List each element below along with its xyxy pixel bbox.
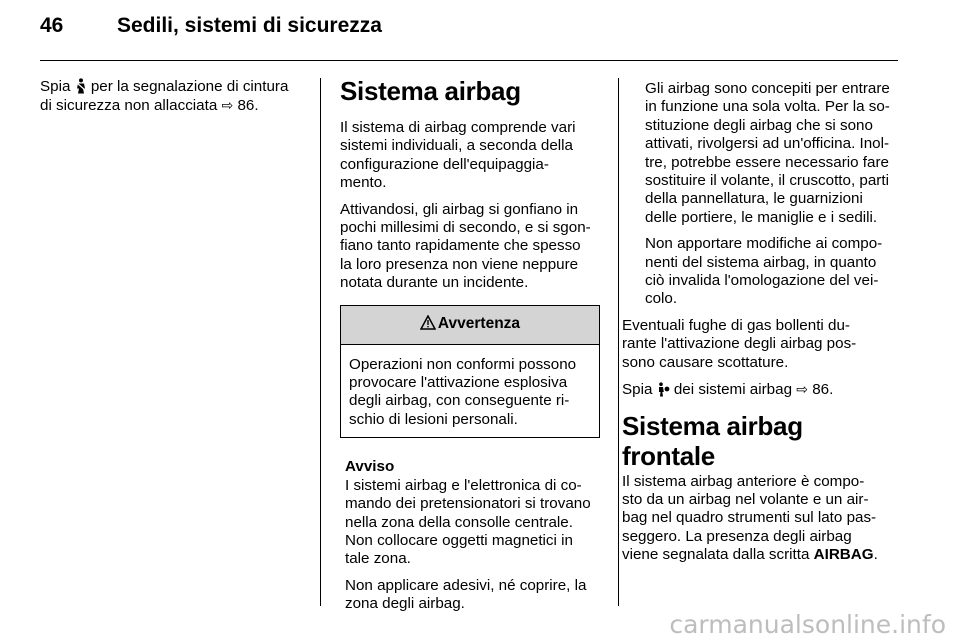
note-title: Avviso [345, 458, 395, 476]
note-paragraph: I sistemi airbag e l'elettronica di co- mando dei pretensionatori si trovano nella zona della consolle centrale. Non collocare oggetti magnetici in tale zona. [345, 476, 591, 568]
header-rule [40, 60, 898, 61]
warning-box [340, 305, 600, 439]
page-reference-arrow-icon: ⇨ [796, 381, 808, 398]
column-left [40, 78, 310, 116]
page-reference-arrow-icon: ⇨ [221, 97, 234, 114]
airbag-warning-line: Spia dei sistemi airbag ⇨ 86. [622, 381, 834, 399]
warning-title: Avvertenza [437, 315, 521, 333]
page-reference[interactable]: 86. [237, 97, 259, 115]
airbag-label-bold: AIRBAG [813, 546, 874, 564]
watermark: carmanualsonline.info [669, 610, 946, 639]
indented-paragraph: Non apportare modifiche ai compo- nenti del sistema airbag, in quanto ciò invalida l'omologazione del vei- colo. [645, 235, 883, 308]
paragraph: Il sistema airbag anteriore è compo- sto da un airbag nel volante e un air- bag nel quadro strumenti sul lato pas- seggero. La presenza degli airbag viene segnalata dalla scritta AIRBAG. [622, 472, 878, 564]
seatbelt-warning-icon [75, 78, 87, 95]
page-header-title: Sedili, sistemi di sicurezza [117, 14, 382, 37]
column-right [622, 80, 902, 565]
paragraph: Eventuali fughe di gas bollenti du- rante l'attivazione degli airbag pos- sono causare scottature. [622, 316, 857, 371]
warning-text: Operazioni non conformi possono provocare l'attivazione esplosiva degli airbag, con conseguente ri- schio di lesioni personali. [349, 355, 577, 428]
paragraph: Il sistema di airbag comprende vari sistemi individuali, a seconda della configurazione dell'equipaggia- mento. [340, 119, 576, 192]
seatbelt-warning-line-2: di sicurezza non allacciata ⇨ 86. [40, 97, 259, 115]
page-reference[interactable]: 86. [812, 381, 834, 399]
column-divider-right [618, 78, 619, 606]
seatbelt-warning-line-1: Spia per la segnalazione di cintura [40, 78, 289, 95]
column-middle [340, 76, 605, 614]
warning-header [341, 306, 599, 345]
indented-paragraph: Gli airbag sono concepiti per entrare in funzione una sola volta. Per la so- stituzione degli airbag che si sono attivati, rivolgersi ad un'officina. Inol- tre, potrebbe essere necessario fare sostituire il volante, il cruscotto, parti della pannellatura, le guarnizioni delle portiere, le maniglie e i sedili. [645, 80, 890, 226]
airbag-warning-icon [657, 381, 670, 398]
column-divider-left [320, 78, 321, 606]
section-heading-frontal-airbag: Sistema airbag frontale [622, 410, 803, 471]
warning-triangle-icon [420, 315, 436, 333]
page-number: 46 [40, 14, 64, 37]
paragraph: Attivandosi, gli airbag si gonfiano in pochi millesimi di secondo, e si sgon- fiano tanto rapidamente che spesso la loro presenza non viene neppure notata durante un incidente. [340, 200, 591, 292]
section-heading-airbag: Sistema airbag [340, 76, 521, 106]
note-paragraph: Non applicare adesivi, né coprire, la zona degli airbag. [345, 576, 587, 613]
note-box [340, 458, 605, 613]
